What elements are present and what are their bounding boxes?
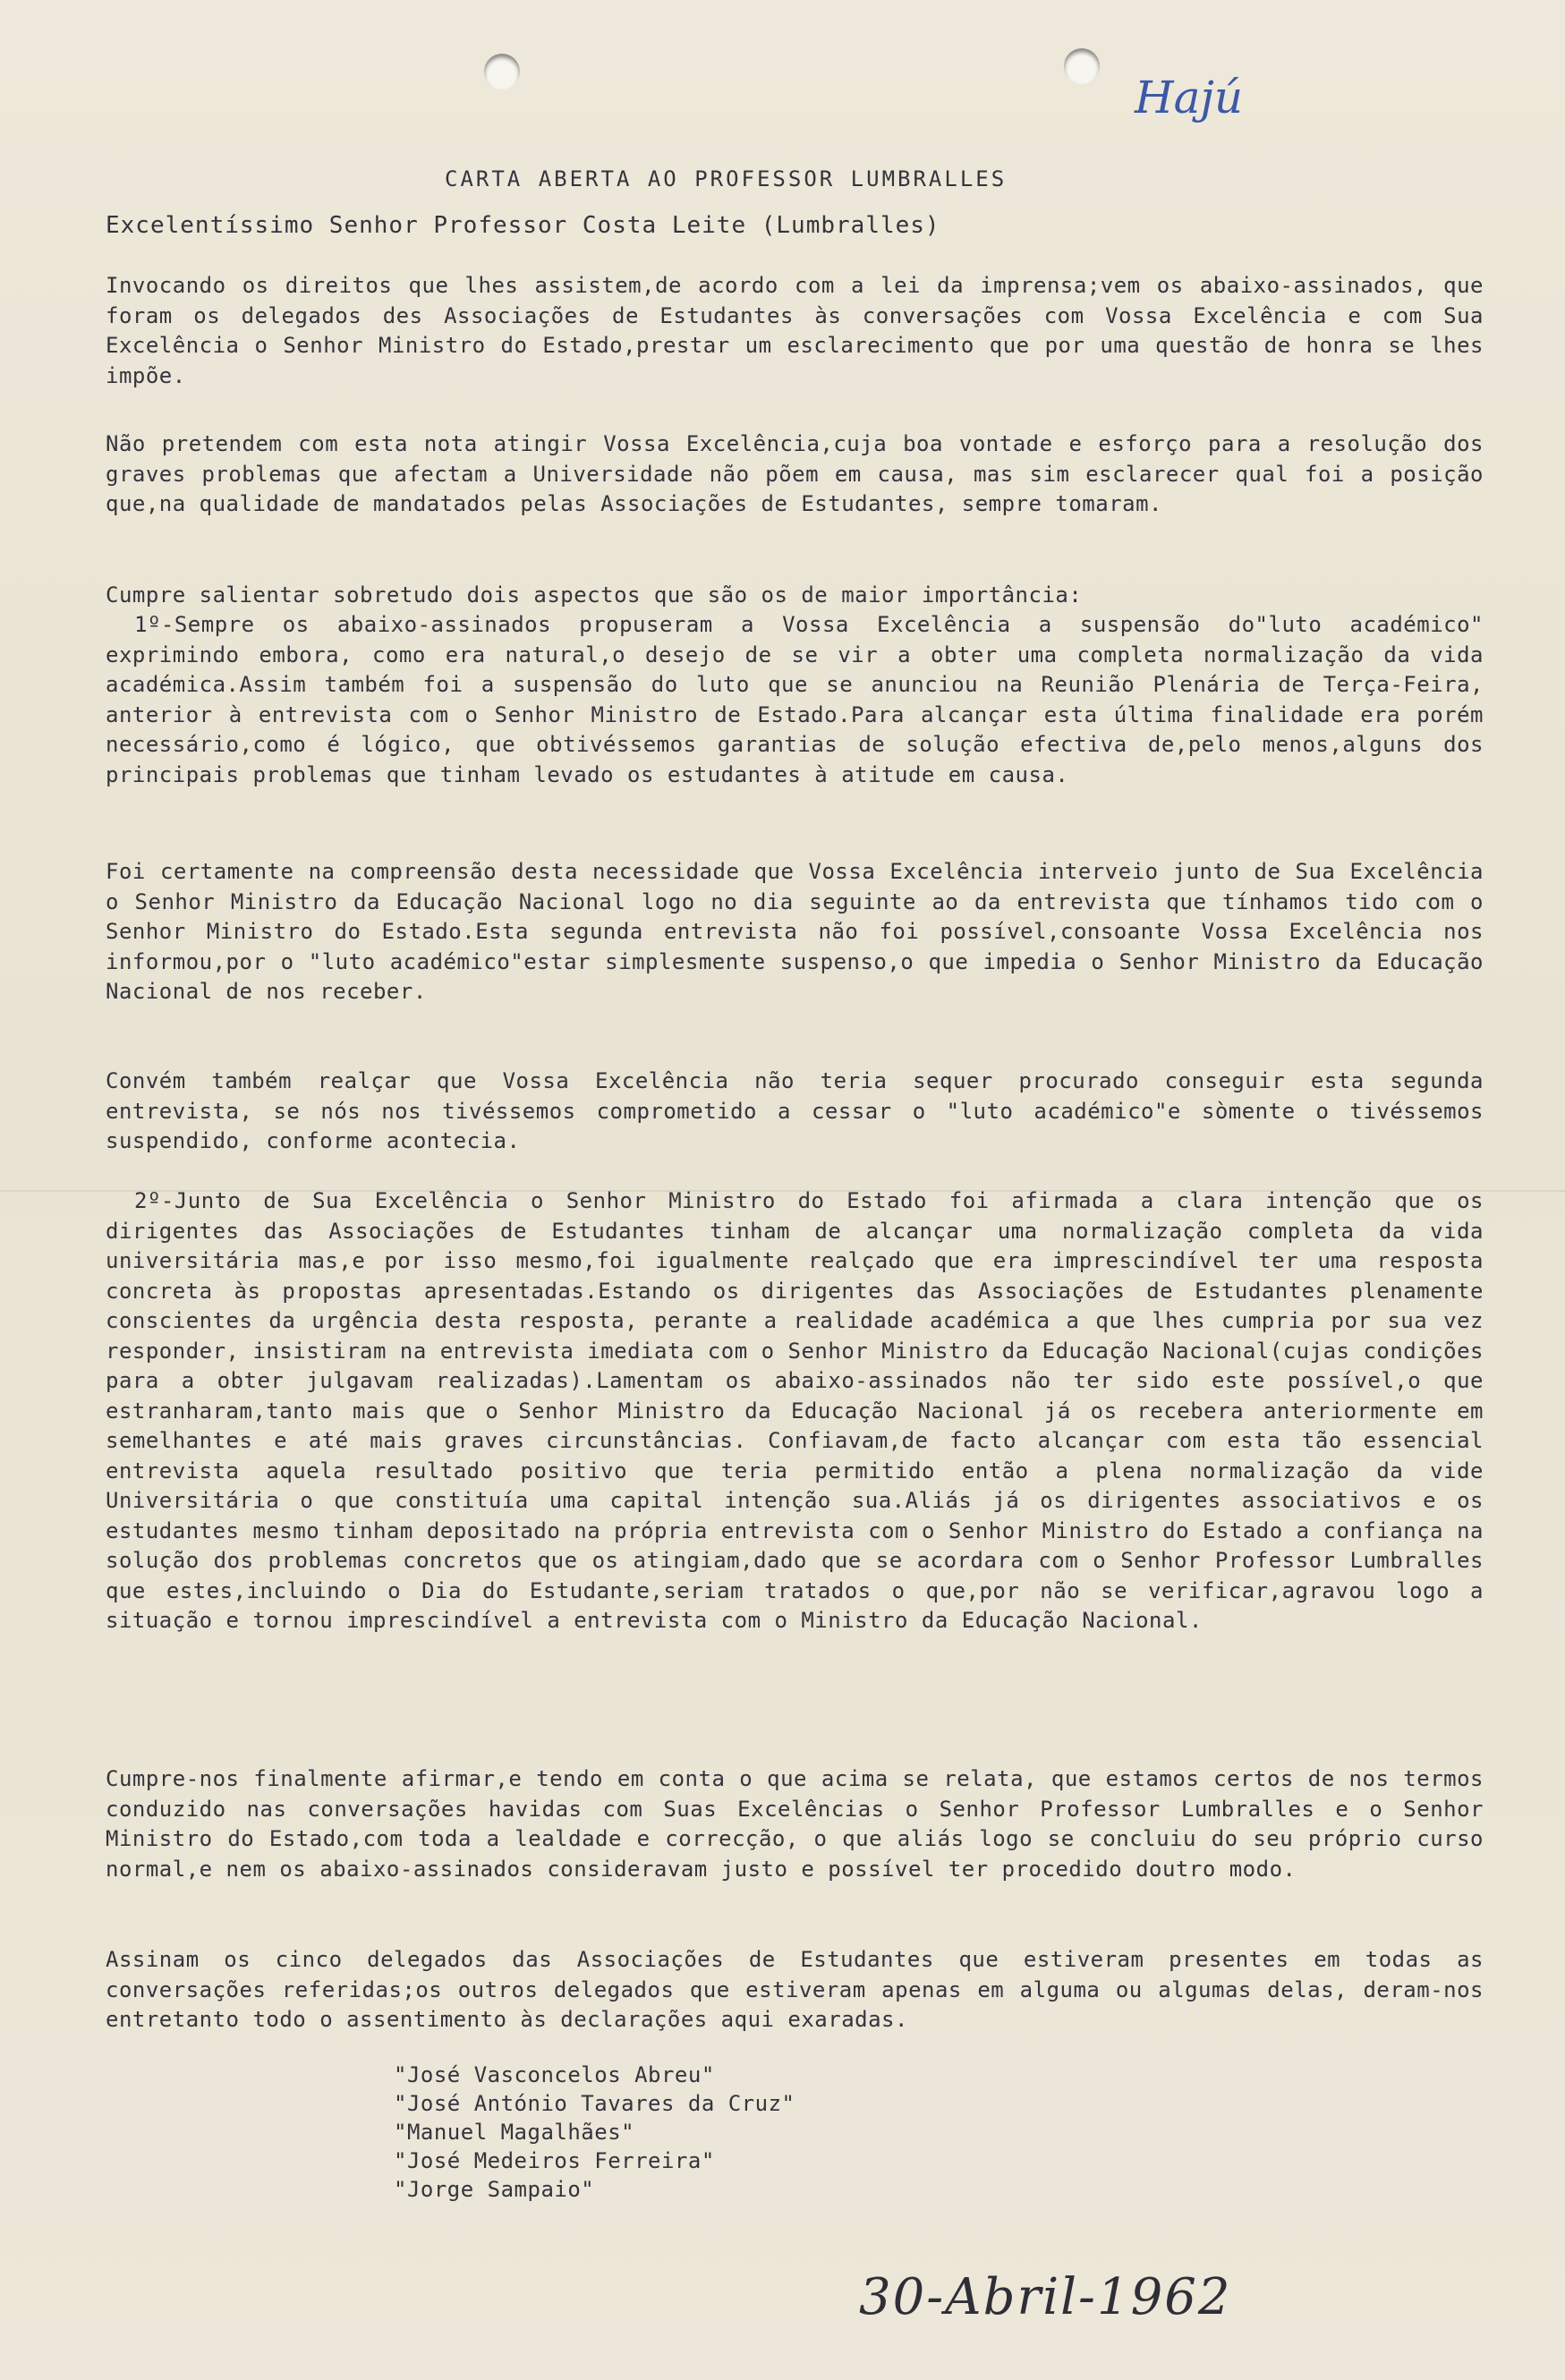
signatory: "José António Tavares da Cruz" [394,2091,795,2116]
paragraph: Assinam os cinco delegados das Associações de Estudantes que estiveram presentes em todas as conversações referidas;os outros delegados que estiveram apenas em alguma ou algumas delas, deram-nos entretanto todo o assentimento às declarações aqui exaradas. [106,1947,1484,2032]
handwritten-annotation: Hajú [1135,72,1244,123]
paragraph: Cumpre salientar sobretudo dois aspectos que são os de maior importância: [106,582,1083,608]
signatory: "José Vasconcelos Abreu" [394,2062,715,2087]
paragraph: Convém também realçar que Vossa Excelência não teria sequer procurado conseguir esta segunda entrevista, se nós nos tivéssemos comprometido a cessar o "luto académico"e sòmente o tivéssemos suspendido, conforme acontecia. [106,1068,1484,1153]
signatures-list [394,2061,795,2204]
paragraph: Não pretendem com esta nota atingir Vossa Excelência,cuja boa vontade e esforço para a resolução dos graves problemas que afectam a Universidade não põem em causa, mas sim esclarecer qual foi a posição que,na qualidade de mandatados pelas Associações de Estudantes, sempre tomaram. [106,431,1484,516]
paragraph: Invocando os direitos que lhes assistem,de acordo com a lei da imprensa;vem os abaixo-assinados, que foram os delegados des Associações de Estudantes às conversações com Vossa Excelência e com Sua Excelência o Senhor Ministro do Estado,prestar um esclarecimento que por uma questão de honra se lhes impõe. [106,273,1484,388]
paragraph: Foi certamente na compreensão desta necessidade que Vossa Excelência interveio junto de Sua Excelência o Senhor Ministro da Educação Nacional logo no dia seguinte ao da entrevista que tínhamos tido com o Senhor Ministro do Estado.Esta segunda entrevista não foi possível,consoante Vossa Excelência nos informou,por o "luto académico"estar simplesmente suspenso,o que impedia o Senhor Ministro da Educação Nacional de nos receber. [106,859,1484,1004]
handwritten-date: 30-Abril-1962 [859,2268,1232,2326]
punch-hole-right [1064,48,1100,84]
signatory: "Jorge Sampaio" [394,2177,595,2202]
punch-hole-left [484,54,520,89]
numbered-point: 2º-Junto de Sua Excelência o Senhor Ministro do Estado foi afirmada a clara intenção que os dirigentes das Associações de Estudantes tinham de alcançar uma normalização completa da vida universitária mas,e por isso mesmo,foi igualmente realçado que era imprescindível ter uma resposta concreta às propostas apresentadas.Estando os dirigentes das Associações de Estudantes plenamente conscientes da urgência desta resposta, perante a realidade académica a que lhes cumpria por sua vez responder, insistiram na entrevista imediata com o Senhor Ministro da Educação Nacional(cujas condições para a obter julgavam realizadas).Lamentam os abaixo-assinados não ter sido este possível,o que estranharam,tanto mais que o Senhor Ministro da Educação Nacional já os recebera anteriormente em semelhantes e até mais graves circunstâncias. Confiavam,de facto alcançar com esta tão essencial entrevista aquela resultado positivo que teria permitido então a plena normalização da vide Universitária o que constituía uma capital intenção sua.Aliás já os dirigentes associativos e os estudantes mesmo tinham depositado na própria entrevista com o Senhor Ministro do Estado a confiança na solução dos problemas concretos que os atingiam,dado que se acordara com o Senhor Professor Lumbralles que estes,incluindo o Dia do Estudante,seriam tratados o que,por não se verificar,agravou logo a situação e tornou imprescindível a entrevista com o Ministro da Educação Nacional. [106,1188,1484,1633]
salutation: Excelentíssimo Senhor Professor Costa Leite (Lumbralles) [106,212,940,239]
numbered-point: 1º-Sempre os abaixo-assinados propuseram a Vossa Excelência a suspensão do"luto académico" exprimindo embora, como era natural,o desejo de se vir a obter uma completa normalização da vida académica.Assim também foi a suspensão do luto que se anunciou na Reunião Plenária de Terça-Feira, anterior à entrevista com o Senhor Ministro de Estado.Para alcançar esta última finalidade era porém necessário,como é lógico, que obtivéssemos garantias de solução efectiva de,pelo menos,alguns dos principais problemas que tinham levado os estudantes à atitude em causa. [106,612,1484,787]
signatory: "José Medeiros Ferreira" [394,2148,715,2173]
signatory: "Manuel Magalhães" [394,2120,635,2145]
paragraph: Cumpre-nos finalmente afirmar,e tendo em conta o que acima se relata, que estamos certos de nos termos conduzido nas conversações havidas com Suas Excelências o Senhor Professor Lumbralles e o Senhor Ministro do Estado,com toda a lealdade e correcção, o que aliás logo se concluiu do seu próprio curso normal,e nem os abaixo-assinados consideravam justo e possível ter procedido doutro modo. [106,1766,1484,1882]
letter-title: CARTA ABERTA AO PROFESSOR LUMBRALLES [445,166,1008,191]
